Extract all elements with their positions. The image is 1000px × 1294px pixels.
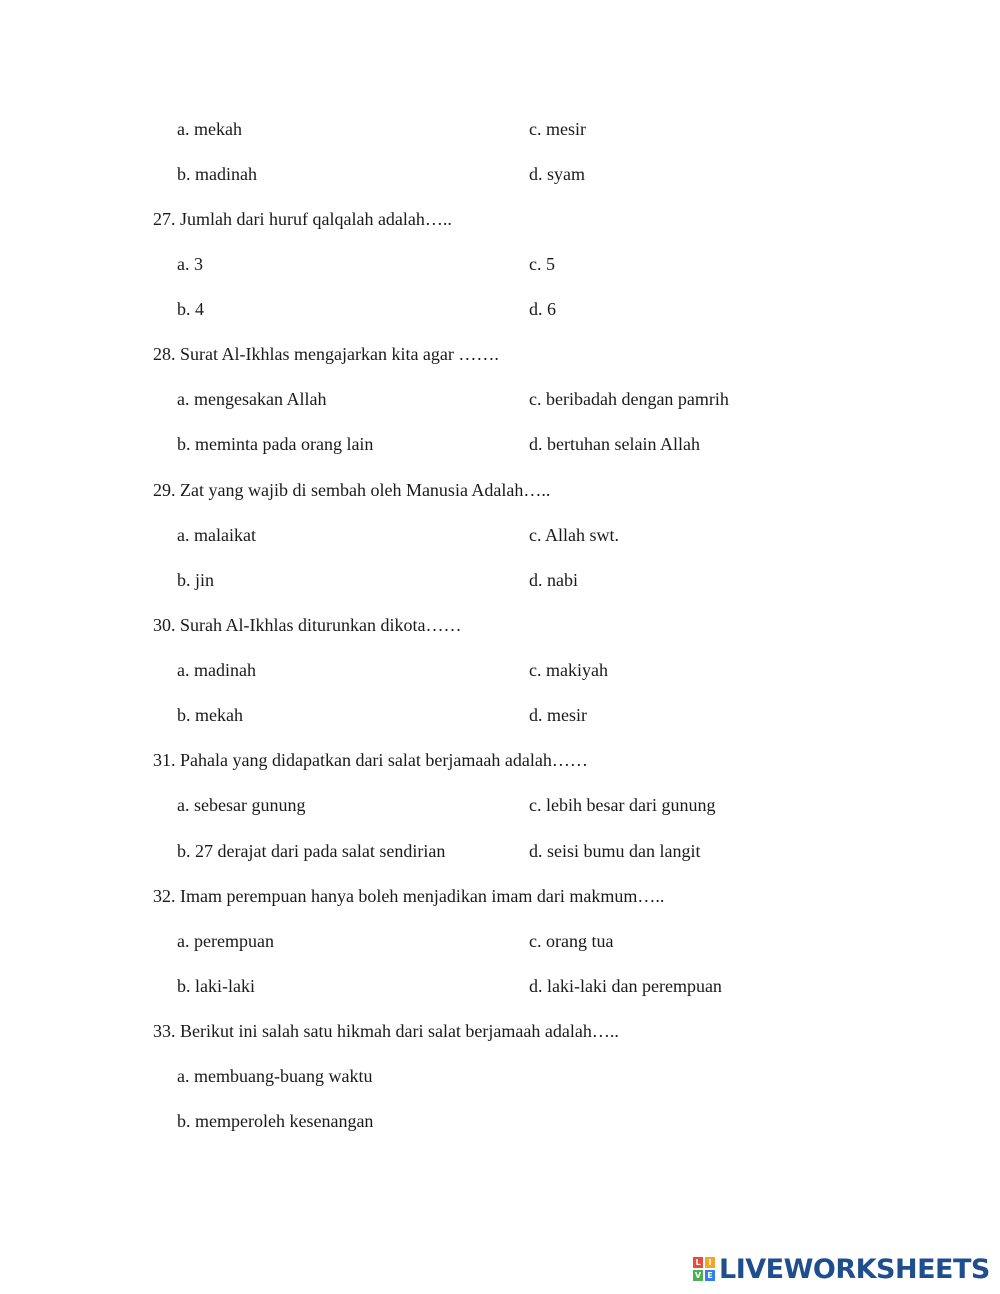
option-d: d. 6 [529,299,556,319]
option-b: b. 27 derajat dari pada salat sendirian [177,841,446,861]
option-c: c. 5 [529,254,555,274]
option-b: b. memperoleh kesenangan [177,1111,374,1131]
option-a: a. malaikat [177,525,256,545]
option-c: c. mesir [529,119,586,139]
option-d: d. laki-laki dan perempuan [529,976,722,996]
question-27: 27. Jumlah dari huruf qalqalah adalah….. [153,209,452,229]
option-c: c. orang tua [529,931,614,951]
option-c: c. makiyah [529,660,608,680]
option-b: b. madinah [177,164,257,184]
option-d: d. syam [529,164,585,184]
option-a: a. sebesar gunung [177,795,306,815]
question-33: 33. Berikut ini salah satu hikmah dari salat berjamaah adalah….. [153,1021,619,1041]
question-31: 31. Pahala yang didapatkan dari salat berjamaah adalah…… [153,750,588,770]
option-a: a. mekah [177,119,242,139]
option-b: b. meminta pada orang lain [177,434,374,454]
option-c: c. lebih besar dari gunung [529,795,716,815]
option-a: a. perempuan [177,931,274,951]
question-30: 30. Surah Al-Ikhlas diturunkan dikota…… [153,615,462,635]
option-b: b. mekah [177,705,243,725]
option-c: c. beribadah dengan pamrih [529,389,729,409]
question-32: 32. Imam perempuan hanya boleh menjadikan imam dari makmum….. [153,886,665,906]
option-a: a. mengesakan Allah [177,389,327,409]
liveworksheets-mark-icon [693,1257,715,1281]
question-28: 28. Surat Al-Ikhlas mengajarkan kita agar ……. [153,344,499,364]
option-d: d. nabi [529,570,578,590]
option-b: b. 4 [177,299,204,319]
option-a: a. 3 [177,254,203,274]
option-d: d. seisi bumu dan langit [529,841,701,861]
option-c: c. Allah swt. [529,525,619,545]
option-b: b. laki-laki [177,976,255,996]
logo-text: LIVEWORKSHEETS [719,1253,990,1285]
option-a: a. madinah [177,660,256,680]
option-b: b. jin [177,570,215,590]
option-d: d. bertuhan selain Allah [529,434,700,454]
logo-mark-v: V [694,1271,702,1280]
question-29: 29. Zat yang wajib di sembah oleh Manusia Adalah….. [153,480,551,500]
option-a: a. membuang-buang waktu [177,1066,373,1086]
logo-mark-i: I [705,1257,715,1268]
option-d: d. mesir [529,705,587,725]
liveworksheets-logo [693,1254,990,1284]
logo-mark-l: L [693,1257,703,1268]
logo-mark-e: E [705,1270,715,1281]
